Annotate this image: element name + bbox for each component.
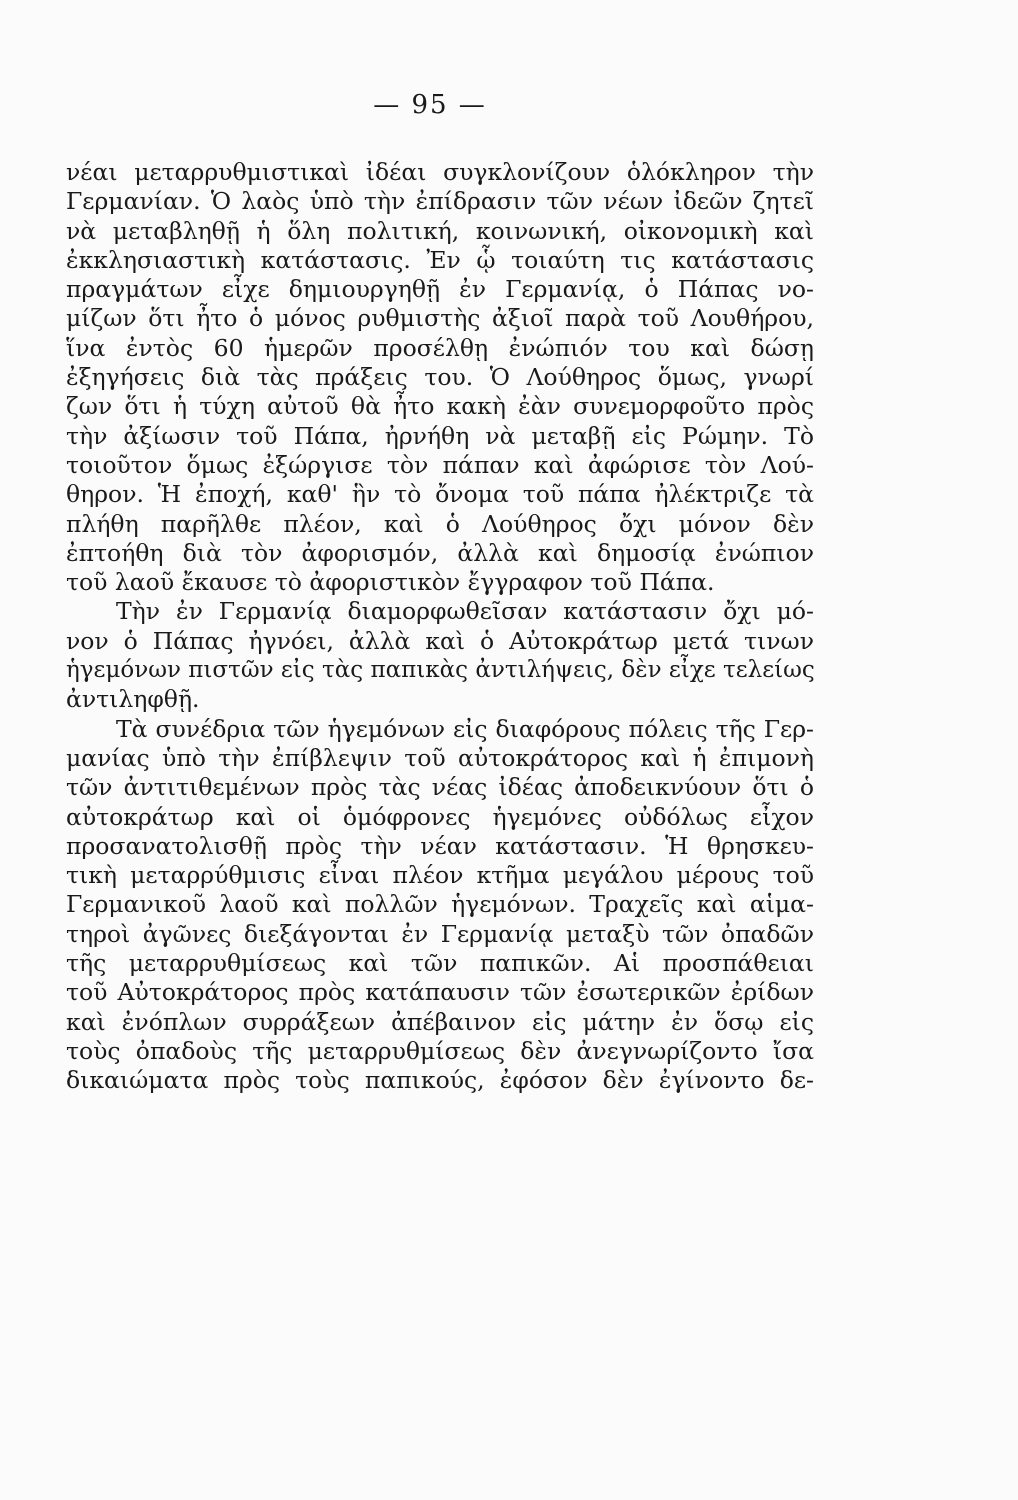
text-line: τικὴ μεταρρύθμισις εἶναι πλέον κτῆμα μεγάλου μέρους τοῦ [66,861,814,890]
text-line: Τὴν ἐν Γερμανίᾳ διαμορφωθεῖσαν κατάστασιν ὄχι μό- [116,597,814,626]
body-text [66,158,814,1096]
text-line: Τὰ συνέδρια τῶν ἡγεμόνων εἰς διαφόρους πόλεις τῆς Γερ- [116,714,814,743]
text-line: τοῦ Αὐτοκράτορος πρὸς κατάπαυσιν τῶν ἐσωτερικῶν ἐρίδων [66,978,814,1007]
text-line: ἐξηγήσεις διὰ τὰς πράξεις του. Ὁ Λούθηρος ὅμως, γνωρί [66,363,814,392]
text-line: νον ὁ Πάπας ἠγνόει, ἀλλὰ καὶ ὁ Αὐτοκράτωρ μετά τινων [66,626,814,655]
text-line: τοιοῦτον ὅμως ἐξώργισε τὸν πάπαν καὶ ἀφώρισε τὸν Λού- [66,450,814,479]
text-line: ζων ὅτι ἡ τύχη αὐτοῦ θὰ ἦτο κακὴ ἐὰν συνεμορφοῦτο πρὸς [66,392,814,421]
text-line: τῆς μεταρρυθμίσεως καὶ τῶν παπικῶν. Αἱ προσπάθειαι [66,949,814,978]
text-line: τοῦ λαοῦ ἔκαυσε τὸ ἀφοριστικὸν ἔγγραφον τοῦ Πάπα. [66,568,715,597]
text-line: Γερμανίαν. Ὁ λαὸς ὑπὸ τὴν ἐπίδρασιν τῶν νέων ἰδεῶν ζητεῖ [66,187,814,216]
text-line: ἵνα ἐντὸς 60 ἡμερῶν προσέλθῃ ἐνώπιόν του καὶ δώσῃ [66,333,814,362]
text-line: αὐτοκράτωρ καὶ οἱ ὁμόφρονες ἡγεμόνες οὐδόλως εἶχον [66,802,814,831]
text-line: Γερμανικοῦ λαοῦ καὶ πολλῶν ἡγεμόνων. Τραχεῖς καὶ αἱμα- [66,890,814,919]
text-line: νὰ μεταβληθῇ ἡ ὅλη πολιτική, κοινωνική, οἰκονομικὴ καὶ [66,216,814,245]
text-line: μανίας ὑπὸ τὴν ἐπίβλεψιν τοῦ αὐτοκράτορος καὶ ἡ ἐπιμονὴ [66,743,814,772]
text-line: ἡγεμόνων πιστῶν εἰς τὰς παπικὰς ἀντιλήψεις, δὲν εἶχε τελείως [66,657,815,684]
text-line: τοὺς ὀπαδοὺς τῆς μεταρρυθμίσεως δὲν ἀνεγνωρίζοντο ἴσα [66,1036,814,1065]
page-number: — 95 — [373,90,487,120]
text-line: ἀντιληφθῇ. [66,685,200,714]
text-line: ἐκκλησιαστικὴ κατάστασις. Ἐν ᾧ τοιαύτη τις κατάστασις [66,245,814,274]
text-line: προσανατολισθῇ πρὸς τὴν νέαν κατάστασιν. Ἡ θρησκευ- [66,831,814,860]
text-line: ἐπτοήθη διὰ τὸν ἀφορισμόν, ἀλλὰ καὶ δημοσίᾳ ἐνώπιον [66,538,814,567]
text-line: καὶ ἐνόπλων συρράξεων ἀπέβαινον εἰς μάτην ἐν ὅσῳ εἰς [66,1007,814,1036]
text-line: πλήθη παρῆλθε πλέον, καὶ ὁ Λούθηρος ὄχι μόνον δὲν [66,509,814,538]
text-line: νέαι μεταρρυθμιστικαὶ ἰδέαι συγκλονίζουν ὁλόκληρον τὴν [66,158,814,186]
text-line: τὴν ἀξίωσιν τοῦ Πάπα, ἠρνήθη νὰ μεταβῇ εἰς Ρώμην. Τὸ [66,421,814,450]
text-line: τῶν ἀντιτιθεμένων πρὸς τὰς νέας ἰδέας ἀποδεικνύουν ὅτι ὁ [66,773,814,802]
text-line: δικαιώματα πρὸς τοὺς παπικούς, ἐφόσον δὲν ἐγίνοντο δε- [66,1066,814,1095]
text-line: τηροὶ ἀγῶνες διεξάγονται ἐν Γερμανίᾳ μεταξὺ τῶν ὀπαδῶν [66,919,814,948]
text-line: μίζων ὅτι ἦτο ὁ μόνος ρυθμιστὴς ἀξιοῖ παρὰ τοῦ Λουθήρου, [66,304,814,333]
text-line: θηρον. Ἡ ἐποχή, καθ' ἣν τὸ ὄνομα τοῦ πάπα ἠλέκτριζε τὰ [66,480,814,509]
text-line: πραγμάτων εἶχε δημιουργηθῇ ἐν Γερμανίᾳ, ὁ Πάπας νο- [66,275,814,304]
